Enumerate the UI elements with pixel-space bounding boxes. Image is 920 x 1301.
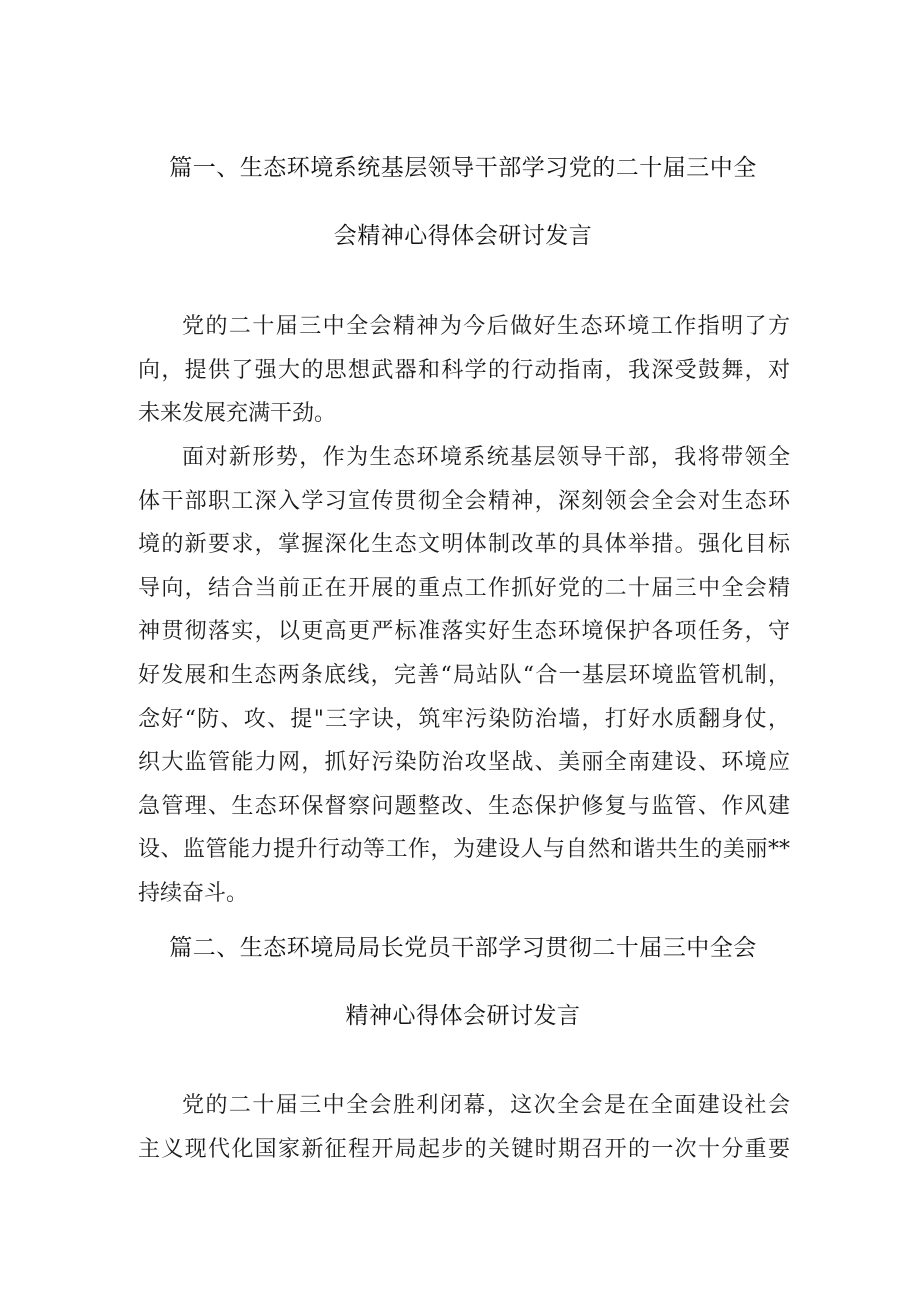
- section-1-title-line-1: 篇一、生态环境系统基层领导干部学习党的二十届三中全: [169, 155, 757, 181]
- paragraph-line: 面对新形势，作为生态环境系统基层领导干部，我将带领全: [182, 445, 790, 470]
- paragraph-line: 急管理、生态环保督察问题整改、生态保护修复与监管、作风建: [138, 793, 790, 819]
- section-1-paragraph-2: [138, 436, 790, 916]
- paragraph-line: 党的二十届三中全会精神为今后做好生态环境工作指明了方: [182, 314, 790, 339]
- section-2-title-line-1: 篇二、生态环境局局长党员干部学习贯彻二十届三中全会: [169, 935, 757, 961]
- section-1-paragraph-1: [138, 305, 790, 436]
- section-1-title: [138, 134, 788, 270]
- paragraph-line: 境的新要求，掌握深化生态文明体制改革的具体举措。强化目标: [138, 532, 790, 558]
- paragraph-line: 未来发展充满干劲。: [138, 401, 337, 427]
- paragraph-line: 持续奋斗。: [138, 880, 249, 906]
- paragraph-line: 织大监管能力网，抓好污染防治攻坚战、美丽全南建设、环境应: [138, 750, 790, 776]
- paragraph-line: 主义现代化国家新征程开局起步的关键时期召开的一次十分重要: [138, 1136, 790, 1162]
- paragraph-line: 神贯彻落实，以更高更严标准落实好生态环境保护各项任务，守: [138, 619, 790, 645]
- paragraph-line: 党的二十届三中全会胜利闭幕，这次全会是在全面建设社会: [182, 1093, 790, 1118]
- section-2-paragraph-1: [138, 1084, 790, 1171]
- section-2-title-line-2: 精神心得体会研讨发言: [345, 1003, 581, 1029]
- paragraph-line: 好发展和生态两条底线，完善“局站队“合一基层环境监管机制，: [138, 662, 790, 688]
- paragraph-line: 设、监管能力提升行动等工作，为建设人与自然和谐共生的美丽**: [138, 837, 790, 863]
- paragraph-line: 体干部职工深入学习宣传贯彻全会精神，深刻领会全会对生态环: [138, 488, 790, 514]
- paragraph-line: 念好“防、攻、提"三字诀，筑牢污染防治墙，打好水质翻身仗，: [138, 706, 790, 732]
- paragraph-line: 导向，结合当前正在开展的重点工作抓好党的二十届三中全会精: [138, 575, 790, 601]
- section-1-title-line-2: 会精神心得体会研讨发言: [333, 223, 593, 249]
- section-2-title: [138, 914, 788, 1050]
- paragraph-line: 向，提供了强大的思想武器和科学的行动指南，我深受鼓舞，对: [138, 357, 790, 383]
